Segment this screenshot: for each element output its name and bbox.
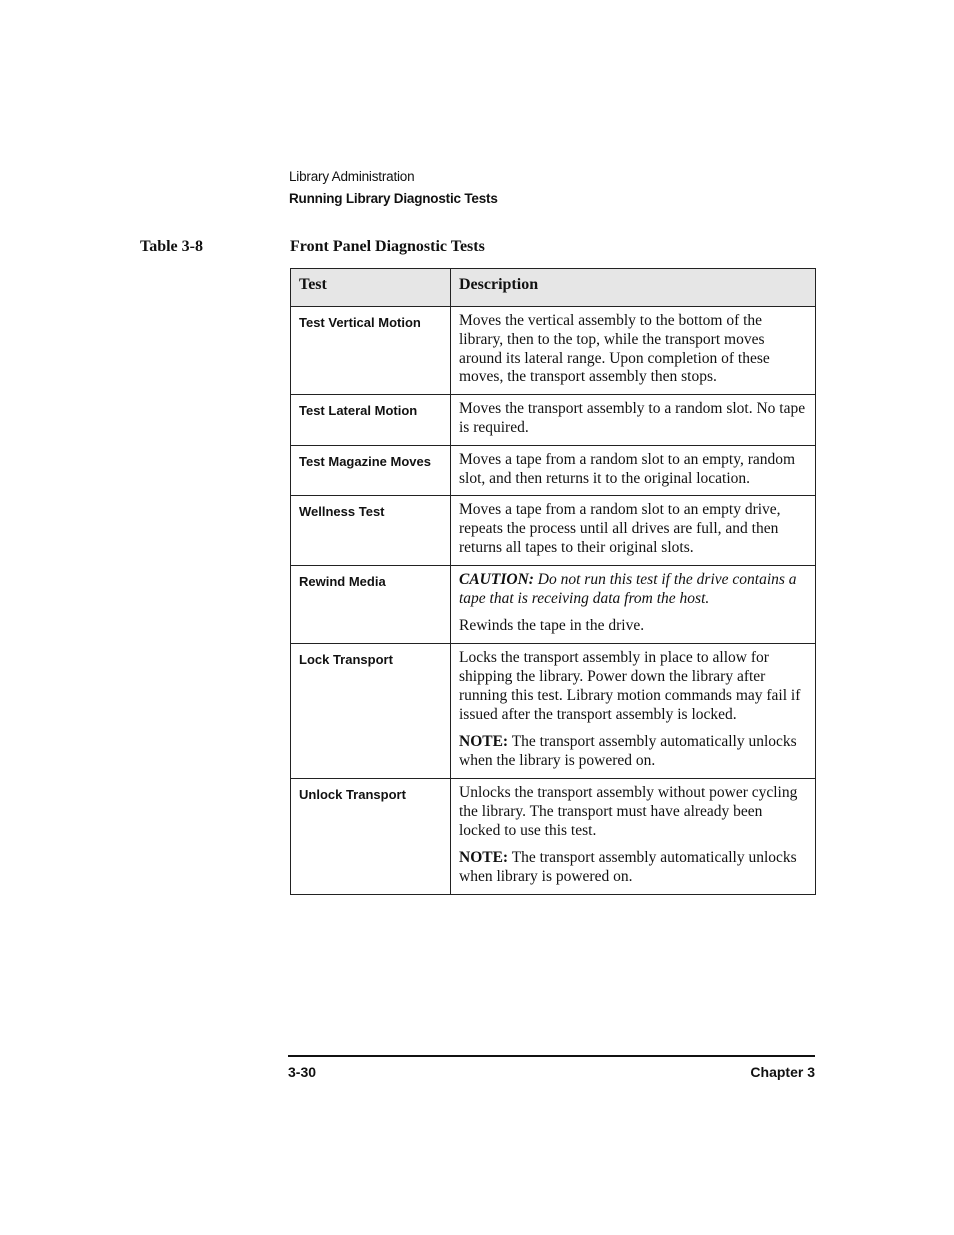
description-text: Moves the vertical assembly to the bottom of the library, then to the top, while the transport moves around its lateral range. Upon completion of these moves, the transport assembly then stops. bbox=[459, 312, 770, 386]
test-name: Test Vertical Motion bbox=[291, 307, 451, 395]
running-header bbox=[289, 166, 498, 210]
note bbox=[459, 733, 807, 771]
note-label: NOTE: bbox=[459, 849, 509, 867]
table-row bbox=[291, 307, 816, 395]
note-text: The transport assembly automatically unlocks when the library is powered on. bbox=[459, 733, 797, 770]
section-title: Library Administration bbox=[289, 169, 415, 184]
chapter-label: Chapter 3 bbox=[750, 1064, 815, 1080]
test-name: Unlock Transport bbox=[291, 778, 451, 894]
description-text: Moves a tape from a random slot to an empty drive, repeats the process until all drives are full, and then returns all tapes to their original slots. bbox=[459, 501, 781, 556]
table-row bbox=[291, 395, 816, 446]
column-header-test: Test bbox=[291, 269, 451, 307]
table-row bbox=[291, 445, 816, 496]
test-name: Lock Transport bbox=[291, 644, 451, 779]
description-text: Moves the transport assembly to a random slot. No tape is required. bbox=[459, 400, 806, 436]
table-header-row bbox=[291, 269, 816, 307]
description-text: Moves a tape from a random slot to an empty, random slot, and then returns it to the original location. bbox=[459, 450, 796, 487]
table-row bbox=[291, 565, 816, 643]
footer-divider bbox=[288, 1055, 815, 1057]
test-description bbox=[451, 307, 816, 395]
description-text: Rewinds the tape in the drive. bbox=[459, 617, 645, 635]
note bbox=[459, 849, 807, 887]
test-name: Test Magazine Moves bbox=[291, 445, 451, 496]
test-name: Rewind Media bbox=[291, 565, 451, 643]
subsection-title: Running Library Diagnostic Tests bbox=[289, 191, 498, 206]
test-description bbox=[451, 496, 816, 565]
description-text: Unlocks the transport assembly without power cycling the library. The transport must have already been locked to use this test. bbox=[459, 783, 798, 839]
diagnostic-tests-table bbox=[290, 268, 816, 895]
table-number: Table 3-8 bbox=[140, 238, 203, 255]
test-description bbox=[451, 565, 816, 643]
table-row bbox=[291, 778, 816, 894]
description-text: Locks the transport assembly in place to allow for shipping the library. Power down the library after running this test. Library motion commands may fail if issued after the transport assembly is locked. bbox=[459, 649, 801, 723]
test-description bbox=[451, 778, 816, 894]
table-row bbox=[291, 496, 816, 565]
page-number: 3-30 bbox=[288, 1064, 317, 1080]
caution-label: CAUTION: bbox=[459, 570, 534, 588]
caution-note bbox=[459, 571, 807, 609]
test-name: Test Lateral Motion bbox=[291, 395, 451, 446]
caution-text: Do not run this test if the drive contains a tape that is receiving data from the host. bbox=[459, 570, 797, 607]
column-header-description: Description bbox=[451, 269, 816, 307]
note-label: NOTE: bbox=[459, 733, 509, 751]
table-row bbox=[291, 644, 816, 779]
test-description bbox=[451, 395, 816, 446]
test-description bbox=[451, 445, 816, 496]
table-title: Front Panel Diagnostic Tests bbox=[290, 238, 485, 255]
test-description bbox=[451, 644, 816, 779]
note-text: The transport assembly automatically unlocks when library is powered on. bbox=[459, 849, 797, 886]
test-name: Wellness Test bbox=[291, 496, 451, 565]
